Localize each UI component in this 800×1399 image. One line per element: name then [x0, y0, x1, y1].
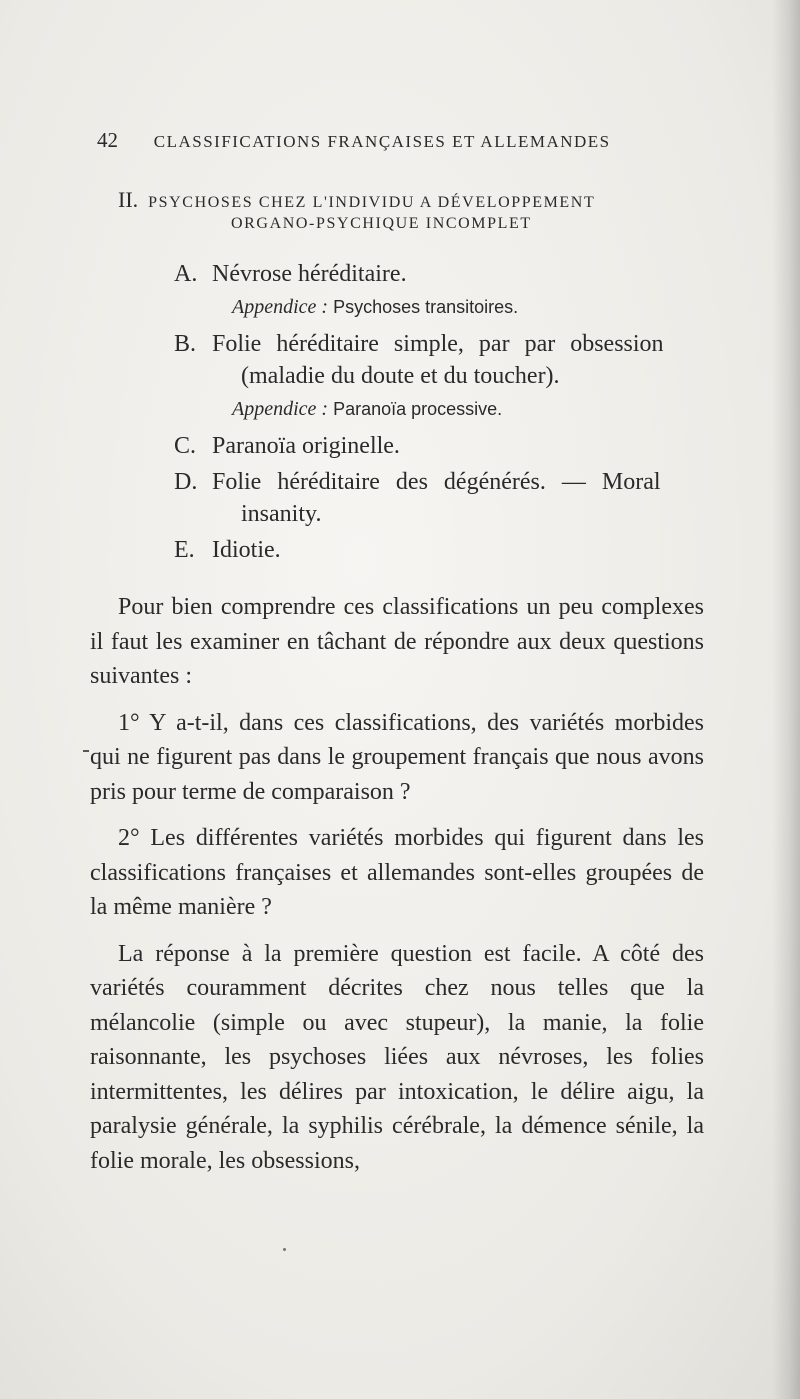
list-item-c — [174, 430, 714, 462]
paragraph: 1° Y a-t-il, dans ces classifications, des variétés morbides qui ne figurent pas dans le groupement français que nous avons pris pour terme de comparaison ? — [90, 709, 704, 805]
appendix-text: Psychoses transitoires. — [333, 297, 519, 317]
item-continuation: insanity. — [241, 501, 322, 527]
ink-speck — [283, 1248, 286, 1251]
list-item-d — [174, 466, 714, 530]
list-item-e — [174, 534, 714, 566]
item-letter: C. — [174, 433, 197, 459]
list-item-b — [174, 328, 714, 422]
appendix-text: Paranoïa processive. — [333, 399, 503, 419]
section-title-line-1: PSYCHOSES CHEZ L'INDIVIDU A DÉVELOPPEMENT — [148, 194, 596, 211]
appendix-label: Appendice : — [232, 398, 329, 420]
paragraph: La réponse à la première question est facile. A côté des variétés couramment décrites chez nous telles que la mélancolie (simple ou avec stupeur), la manie, la folie raisonnante, les psychoses liées aux névroses, les folies intermittentes, les délires par intoxication, le délire aigu, la paralysie générale, la syphilis cérébrale, la démence sénile, la folie morale, les obsessions, — [90, 940, 704, 1174]
list-item-a — [174, 258, 714, 320]
paragraph: Pour bien comprendre ces classifications un peu complexes il faut les examiner en tâchant de répondre aux deux questions suivantes : — [90, 594, 704, 689]
classification-list — [174, 258, 714, 566]
section-heading — [118, 187, 718, 233]
section-title-line-2: ORGANO-PSYCHIQUE INCOMPLET — [231, 215, 532, 232]
body-text — [90, 590, 704, 1178]
item-letter: A. — [174, 261, 198, 287]
paragraph: 2° Les différentes variétés morbides qui figurent dans les classifications françaises et allemandes sont-elles groupées de la même manière ? — [90, 825, 704, 920]
item-text: Folie héréditaire des dégénérés. — Moral — [212, 469, 661, 495]
item-text: Folie héréditaire simple, par par obsession — [212, 331, 664, 357]
section-number: II. — [118, 187, 139, 212]
item-text: Idiotie. — [212, 537, 281, 563]
item-letter: D. — [174, 469, 198, 495]
item-letter: E. — [174, 537, 195, 563]
appendix-note — [232, 396, 714, 422]
item-text: Névrose héréditaire. — [212, 261, 407, 287]
appendix-label: Appendice : — [232, 296, 329, 318]
ink-speck — [83, 750, 89, 752]
running-header — [97, 128, 657, 153]
page-edge-shadow — [772, 0, 800, 1399]
item-letter: B. — [174, 331, 197, 357]
item-text: Paranoïa originelle. — [212, 433, 400, 459]
running-title: CLASSIFICATIONS FRANÇAISES ET ALLEMANDES — [153, 132, 611, 151]
page-number: 42 — [97, 128, 118, 152]
item-continuation: (maladie du doute et du toucher). — [241, 363, 560, 389]
appendix-note — [232, 294, 714, 320]
